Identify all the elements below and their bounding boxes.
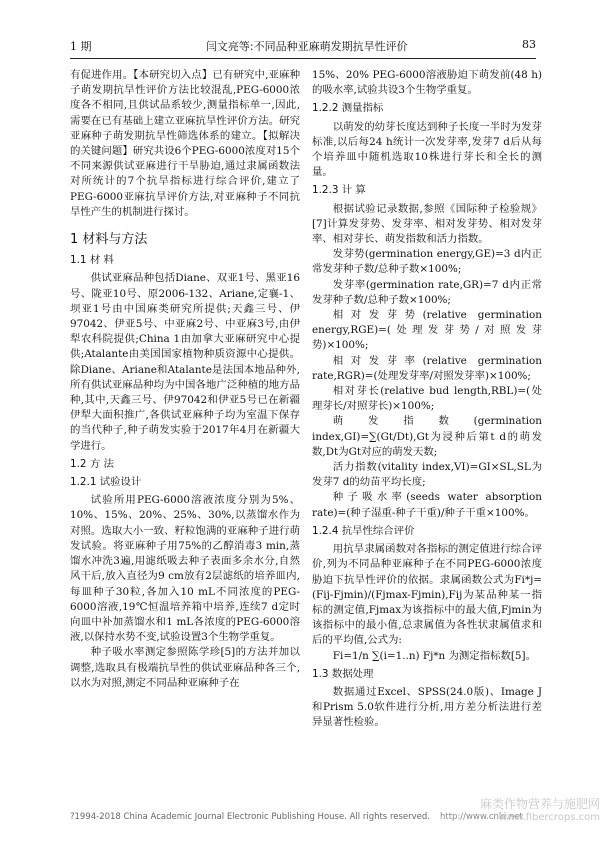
absorption-continued: 15%、20% PEG-6000溶液胁迫下萌发前(48 h)的吸水率,试验共设3个生物学重复。: [312, 69, 542, 97]
running-header: [70, 38, 536, 56]
issue-number: 1 期: [70, 40, 92, 53]
data-processing-paragraph: 数据通过Excel、SPSS(24.0版)、Image J和Prism 5.0软件进行分析,用方差分析法进行差异显著性检验。: [312, 685, 542, 729]
watermark-url: www.fibercrops.com: [498, 812, 600, 823]
header-rule: [70, 58, 536, 59]
subsubsection-heading-measure: 1.2.2 测量指标: [312, 102, 384, 115]
watermark-title: 麻类作物营养与施肥网: [479, 797, 600, 811]
formula-germination-rate: 发芽率(germination rate,GR)=7 d内正常发芽种子数/总种子数×100%;: [312, 278, 542, 306]
evaluation-paragraph: 用抗旱隶属函数对各指标的测定值进行综合评价,列为不同品种亚麻种子在不同PEG-6000浓度胁迫下抗旱性评价的依据。隶属函数公式为Fi*j=(Fij-Fjmin)/(Fjmax-Fjmin),Fij为某品种某一指标的测定值,Fjmax为该指标中的最大值,Fjmin为该指标中的最小值,总隶属值为各性状隶属值求和后的平均值,公式为:: [312, 543, 542, 647]
section-heading-materials-methods: 1 材料与方法: [70, 232, 148, 248]
page-number: 83: [522, 38, 536, 51]
evaluation-formula: Fi=1/n ∑(i=1..n) Fj*n 为测定指标数[5]。: [332, 649, 536, 662]
formula-relative-germination-energy: 相对发芽势(relative germination energy,RGE)=(处理发芽势/对照发芽势)×100%;: [312, 309, 542, 352]
copyright-notice: ?1994-2018 China Academic Journal Electronic Publishing House. All rights reserved.: [70, 812, 430, 822]
subsubsection-heading-design: 1.2.1 试验设计: [70, 476, 142, 489]
subsection-heading-methods: 1.2 方 法: [70, 457, 114, 470]
formula-relative-germination-rate: 相对发芽率(relative germination rate,RGR)=(处理发芽率/对照发芽率)×100%;: [312, 354, 542, 382]
left-column: [70, 68, 300, 691]
measure-paragraph: 以萌发的幼芽长度达到种子长度一半时为发芽标准,以后每24 h统计一次发芽率,发芽7 d后从每个培养皿中随机选取10株进行芽长和全长的测量。: [312, 120, 542, 179]
intro-paragraph: 有促进作用。【本研究切入点】已有研究中,亚麻种子萌发期抗旱性评价方法比较混乱,PEG-6000浓度各不相同,且供试品系较少,测量指标单一,因此,需要在已有基础上建立亚麻抗旱性评价方法。研究亚麻种子萌发期抗旱性筛选体系的建立。【拟解决的关键问题】研究共设6个PEG-6000浓度对15个不同来源供试亚麻进行干旱胁迫,通过隶属函数法对所统计的7个抗旱指标进行综合评价,建立了PEG-6000亚麻抗旱评价方法,对亚麻种子不同抗旱性产生的机制进行探讨。: [70, 69, 300, 218]
formula-water-absorption: 种子吸水率(seeds water absorption rate)=(种子湿重-种子干重)/种子干重×100%。: [312, 491, 542, 519]
formula-vitality-index: 活力指数(vitality index,VI)=GI×SL,SL为发芽7 d的幼苗平均长度;: [312, 461, 542, 489]
calc-intro-paragraph: 根据试验记录数据,参照《国际种子检验规》[7]计算发芽势、发芽率、相对发芽势、相对发芽率、相对芽长、萌发指数和活力指数。: [312, 202, 542, 246]
subsection-heading-materials: 1.1 材 料: [70, 254, 114, 267]
subsubsection-heading-calc: 1.2.3 计 算: [312, 184, 366, 197]
formula-germination-energy: 发芽势(germination energy,GE)=3 d内正常发芽种子数/总种子数×100%;: [312, 248, 542, 276]
site-watermark: [480, 795, 600, 823]
formula-germination-index: 萌发指数(germination index,GI)=∑(Gt/Dt),Gt为浸种后第t d的萌发数,Dt为Gt对应的萌发天数;: [312, 415, 542, 458]
subsection-heading-data-processing: 1.3 数据处理: [312, 667, 374, 680]
materials-paragraph: 供试亚麻品种包括Diane、双亚1号、黑亚16号、陇亚10号、原2006-132、Ariane,定襄-1、坝亚1号由中国麻类研究所提供;天鑫三号、伊97042、伊亚5号、中亚麻2号、中亚麻3号,由伊犁农科院提供;China 1由加拿大亚麻研究中心提供;Atalante由美国国家植物种质资源中心提供。除Diane、Ariane和Atalante是法国本地品种外,所有供试亚麻品种均为中国各地广泛种植的地方品种,其中,天鑫三号、伊97042和伊亚5号已在新疆伊犁大面积推广,各供试亚麻种子均为室温下保存的当代种子,种子萌发实验于2017年4月在新疆大学进行。: [70, 272, 300, 452]
absorption-paragraph: 种子吸水率测定参照陈学珍[5]的方法并加以调整,选取具有极端抗旱性的供试亚麻品种各三个,以水为对照,测定不同品种亚麻种子在: [70, 646, 300, 689]
footer-url: http://www.cnki.net: [440, 812, 523, 822]
right-column: [312, 68, 542, 731]
subsubsection-heading-evaluation: 1.2.4 抗旱性综合评价: [312, 524, 415, 537]
running-title: 闫文亮等:不同品种亚麻萌发期抗旱性评价: [205, 40, 408, 53]
formula-relative-bud-length: 相对芽长(relative bud length,RBL)=(处理芽长/对照芽长)×100%;: [312, 385, 542, 413]
design-paragraph: 试验所用PEG-6000溶液浓度分别为5%、10%、15%、20%、25%、30%,以蒸馏水作为对照。选取大小一致、籽粒饱满的亚麻种子进行萌发试验。将亚麻种子用75%的乙醇消毒3 min,蒸馏水冲洗3遍,用滤纸吸去种子表面多余水分,自然风干后,放入直径为9 cm放有2层滤纸的培养皿内,每皿种子30粒,各加入10 mL不同浓度的PEG-6000溶液,19℃恒温培养箱中培养,连续7 d定时向皿中补加蒸馏水和1 mL各浓度的PEG-6000溶液,以保持水势不变,试验设置3个生物学重复。: [70, 494, 300, 644]
